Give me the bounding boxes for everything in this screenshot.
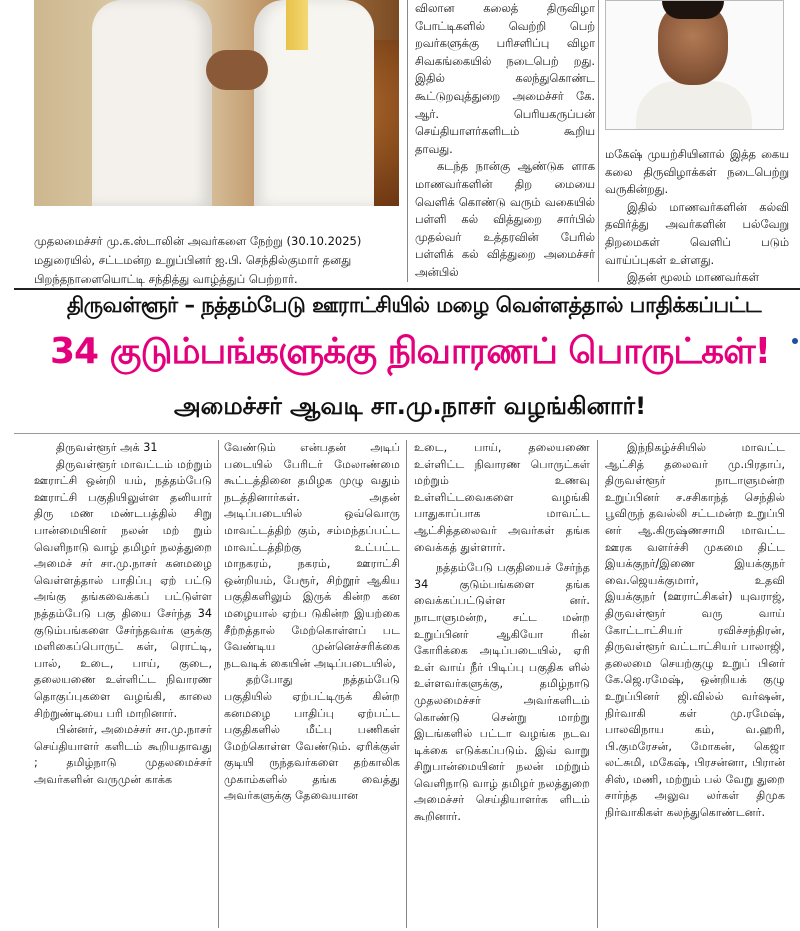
headline-rule xyxy=(14,433,800,434)
article-column-1 xyxy=(34,440,212,788)
article-paragraph: திருவள்ளூர் மாவட்டம் மற்றும் ஊராட்சி ஒன்றி யம், நத்தம்பேடு ஊராட்சி பகுதியிலுள்ள தனியார் திரு மண மண்டபத்தில் சிறு பான்மையினர் நலன் மற் றும் வெளிநாடு வாழ் தமிழர் நலத்துறை அமைச் சர் சா.மு.நாசர் கனமழை வெள்ளத்தால் பாதிப்பு ஏற் பட்டு அங்கு தங்கவைக்கப் பட்டுள்ள நத்தம்பேடு பகு தியை சேர்ந்த 34 குடும்பங்களை சேர்ந்தவர்க ளுக்கு மளிகைப்பொருட் கள், ரொட்டி, பால், உடை, பாய், குடை, தலையணை உள்ளிட்ட நிவாரண தொகுப்புகளை வழங்கி, காலை சிற்றுண்டியை பரி மாறினார். xyxy=(34,457,212,720)
top-article-right-column xyxy=(605,146,789,287)
article-paragraph: நத்தம்பேடு பகுதியைச் சேர்ந்த 34 குடும்பங்களை தங்க வைக்கப்பட்டுள்ள னர். நாடாளுமன்ற, சட்ட மன்ற உறுப்பினர் ஆகியோ ரின் கோரிக்கை அடிப்படையில், ஏரி உள் வாய் நீர் பிடிப்பு பகுதிக ளில் உள்ளவர்களுக்கு, தமிழ்நாடு முதலமைச்சர் அவர்களிடம் கொண்டு சென்று மாற்று இடங்களில் பட்டா வழங்க நடவ டிக்கை எடுக்கப்படும். இவ் வாறு சிறுபான்மையினர் நலன் மற்றும் வெளிநாடு வாழ் தமிழர் நலத்துறை அமைச்சர் செய்தியாளர்க ளிடம் கூறினார். xyxy=(414,561,590,824)
top-mid-paragraph-1: விலான கலைத் திருவிழா போட்டிகளில் வெற்றி பெற் றவர்களுக்கு பரிசளிப்பு விழா சிவகங்கையில் நடைபெற் றது. இதில் கலந்துகொண்ட கூட்டுறவுத்துறை அமைச்சர் கே. ஆர். பெரியகருப்பன் செய்தியாளர்களிடம் கூறிய தாவது. xyxy=(415,1,595,156)
top-mid-paragraph-2: கடந்த நான்கு ஆண்டுக ளாக மாணவர்களின் திற மையை வெளிக் கொண்டு வரும் வகையில் பள்ளி கல் வித்துறை சார்பில் முதல்வர் உத்தரவின் பேரில் பள்ளிக் கல் வித்துறை அமைச்சர் அன்பில் xyxy=(415,159,595,279)
article-paragraph: பின்னர், அமைச்சர் சா.மு.நாசர் செய்தியாளர் களிடம் கூறியதாவது ; தமிழ்நாடு முதலமைச்சர் அவர்களின் வருமுன் காக்க xyxy=(34,723,212,786)
handshake-photo xyxy=(34,0,399,206)
minister-portrait-photo xyxy=(605,0,784,130)
column-divider xyxy=(598,0,599,282)
article-paragraph: தற்போது நத்தம்பேடு பகுதியில் ஏற்பட்டிருக் கின்ற கனமழை பாதிப்பு ஏற்பட்ட பகுதிகளில் மீட்பு பணிகள் மேற்கொள்ள வேண்டும். ஏரிக்குள் குடியி ருந்தவர்களை தற்காலிக முகாம்களில் தங்க வைத்து அவர்களுக்கு தேவையான xyxy=(224,673,400,803)
column-divider xyxy=(407,0,408,282)
main-headline: 34 குடும்பங்களுக்கு நிவாரணப் பொருட்கள்! xyxy=(49,331,770,372)
section-rule xyxy=(14,288,800,290)
top-right-paragraph-3: இதன் மூலம் மாணவர்கள் xyxy=(627,270,760,285)
photo-caption: முதலமைச்சர் மு.க.ஸ்டாலின் அவர்களை நேற்று (30.10.2025) மதுரையில், சட்டமன்ற உறுப்பினர் ஐ.பி. செந்தில்குமார் தனது பிறந்தநாளையொட்டி சந்தித்து வாழ்த்துப் பெற்றார். xyxy=(34,234,362,286)
article-paragraph: உடை, பாய், தலையணை உள்ளிட்ட நிவாரண பொருட்கள் மற்றும் உணவு உள்ளிட்டவைகளை வழங்கி பாதுகாப்பாக மாவட்ட ஆட்சித்தலைவர் அவர்கள் தங்க வைக்கத் துள்ளார். xyxy=(414,441,590,554)
article-paragraph: இந்நிகழ்ச்சியில் மாவட்ட ஆட்சித் தலைவர் மு.பிரதாப், திருவள்ளூர் நாடாளுமன்ற உறுப்பினர் ச.சசிகாந்த் செந்தில் பூவிருந் தவல்லி சட்டமன்ற உறுப்பி னர் ஆ.கிருஷ்ணசாமி மாவட்ட ஊரக வளர்ச்சி முகமை திட்ட இயக்குநர்/இணை இயக்குநர் வை.ஜெயக்குமார், உதவி இயக்குநர் (ஊராட்சிகள்) யுவராஜ், திருவள்ளூர் வரு வாய் கோட்டாட்சியர் ரவிச்சந்திரன், திருவள்ளூர் வட்டாட்சியர் பாலாஜி, தலைமை செயற்குழு உறுப் பினர் கே.ஜெ.ரமேஷ், ஒன்றியக் குழு உறுப்பினர் ஜி.வில்ல் வர்ஷன், நிர்வாகி கள் மு.ரமேஷ், பாலவிநாய கம், வ.ஹரி, பி.குமரேசன், மோகன், கெஜா லட்சுமி, மகேஷ், பிரசன்னா, பிரான் சிஸ், மணி, மற்றும் பல் வேறு துறை சார்ந்த அலுவ லர்கள் திமுக நிர்வாகிகள் கலந்துகொண்டனர். xyxy=(605,441,785,820)
column-divider xyxy=(406,440,407,928)
article-column-2 xyxy=(224,440,400,805)
column-divider xyxy=(218,440,219,928)
top-article-middle-column xyxy=(415,0,595,282)
accent-dot-icon xyxy=(792,338,798,344)
article-column-3 xyxy=(414,440,590,826)
top-right-paragraph-2: இதில் மாணவர்களின் கல்வி தவிர்த்து அவர்களின் பல்வேறு திறமைகள் வெளிப் படும் வாய்ப்புகள் உள்ளது. xyxy=(605,199,789,267)
top-right-paragraph-1: மகேஷ் முயற்சியினால் இத்த கைய கலை திருவிழாக்கள் நடைபெற்று வருகின்றது. xyxy=(605,147,789,197)
kicker-headline: திருவள்ளூர் – நத்தம்பேடு ஊராட்சியில் மழை வெள்ளத்தால் பாதிக்கப்பட்ட xyxy=(66,293,762,317)
dateline: திருவள்ளூர் அக் 31 xyxy=(56,441,158,454)
article-column-4 xyxy=(605,440,785,822)
article-paragraph: வேண்டும் என்பதன் அடிப் படையில் பேரிடர் மேலாண்மை கூட்டத்தினை தமிழக முழு வதும் நடத்தினார்கள். அதன் அடிப்படையில் ஒவ்வொரு மாவட்டத்திற் கும், சம்மந்தப்பட்ட மாவட்டத்திற்கு உட்பட்ட மாநகரம், நகரம், ஊராட்சி ஒன்றியம், பேரூர், சிற்றூர் ஆகிய பகுதிகளிலும் இருக் கின்ற கன மழையால் ஏற்ப டுகின்ற இயற்கை சீற்றத்தால் மேற்கொள்ளப் பட வேண்டிய முன்னெச்சரிக்கை நடவடிக் கையின் அடிப்படையில், xyxy=(224,441,400,670)
column-divider xyxy=(597,440,598,928)
sub-headline: அமைச்சர் ஆவடி சா.மு.நாசர் வழங்கினார்! xyxy=(173,392,647,420)
